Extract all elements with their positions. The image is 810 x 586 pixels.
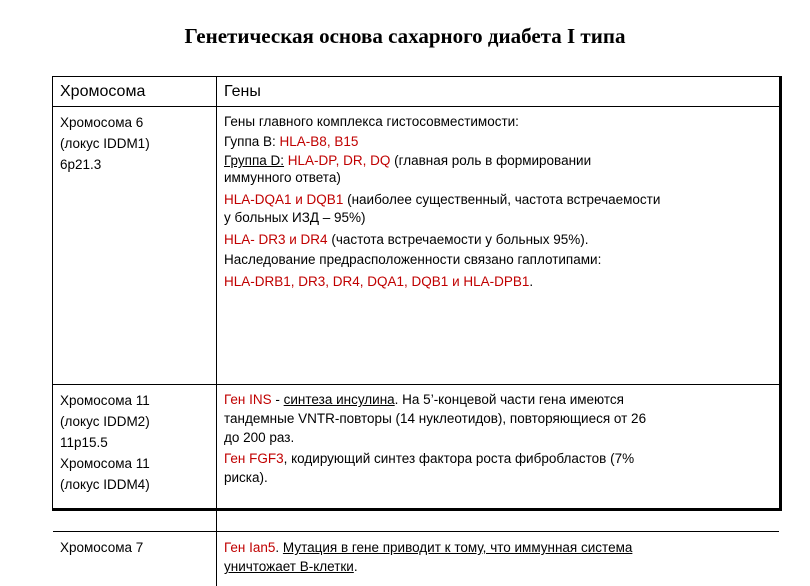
chromosome-line: Хромосома 11	[60, 393, 150, 408]
table-row	[53, 385, 779, 532]
gene-note: (главная роль в формировании	[390, 153, 592, 168]
chromosome-cell: Хромосома 7	[60, 540, 144, 555]
column-divider	[216, 385, 217, 531]
genes-line	[224, 557, 776, 576]
gene-name: HLA-DP, DR, DQ	[284, 153, 391, 168]
column-divider	[216, 107, 217, 384]
group-label: Гуппа B:	[224, 134, 280, 149]
gene-name: HLA-DQA1 и DQB1	[224, 192, 344, 207]
gene-name: Ген FGF3	[224, 451, 284, 466]
gene-name: HLA-B8, B15	[279, 134, 359, 149]
genes-cell	[224, 538, 776, 576]
gene-note: иммунного ответа)	[224, 170, 341, 185]
genes-line: тандемные VNTR-повторы (14 нуклеотидов), повторяющиеся от 26	[224, 411, 647, 426]
gene-note: , кодирующий синтез фактора роста фибробластов (7%	[283, 451, 635, 466]
header-chromosome: Хромосома	[60, 83, 146, 100]
chromosome-line: 11p15.5	[60, 435, 108, 450]
gene-note: .	[275, 540, 283, 555]
gene-note: уничтожает В-клетки	[224, 559, 354, 574]
chromosome-cell	[60, 112, 210, 175]
column-divider	[216, 77, 217, 106]
gene-note: -	[271, 392, 284, 407]
chromosome-line: (локус IDDM2)	[60, 414, 150, 429]
genes-line: до 200 раз.	[224, 430, 295, 445]
genes-line	[224, 390, 776, 409]
genes-line	[224, 152, 776, 169]
chromosome-line: Хромосома 11	[60, 456, 150, 471]
genes-cell	[224, 390, 776, 487]
chromosome-line: (локус IDDM4)	[60, 477, 150, 492]
page-title: Генетическая основа сахарного диабета I типа	[184, 24, 626, 48]
gene-note: Мутация в гене приводит к тому, что иммунная система	[282, 540, 633, 555]
gene-note: (наиболее существенный, частота встречаемости	[343, 192, 661, 207]
genes-line	[224, 272, 776, 292]
gene-note: (частота встречаемости у больных 95%).	[327, 232, 589, 247]
chromosome-line: 6p21.3	[60, 157, 102, 172]
gene-note: синтеза инсулина	[283, 392, 395, 407]
header-genes: Гены	[224, 83, 261, 100]
gene-name: HLA-DRB1, DR3, DR4, DQA1, DQB1 и HLA-DPB1	[224, 274, 530, 289]
genes-line: риска).	[224, 470, 268, 485]
chromosome-cell	[60, 390, 210, 495]
genes-line: у больных ИЗД – 95%)	[224, 210, 366, 225]
group-label: Группа D:	[224, 153, 285, 168]
genes-line	[224, 190, 776, 209]
column-divider	[216, 532, 217, 586]
genes-line: Гены главного комплекса гистосовместимости:	[224, 114, 519, 129]
table-row	[53, 107, 779, 385]
genetics-table	[52, 76, 782, 574]
table-header-row	[53, 77, 779, 107]
gene-note: . На 5’-концевой части гена имеются	[394, 392, 624, 407]
chromosome-line: (локус IDDM1)	[60, 136, 150, 151]
genes-line	[224, 538, 776, 557]
genes-cell	[224, 112, 776, 292]
table-row	[53, 532, 779, 586]
genes-line	[224, 132, 776, 152]
genes-line: Наследование предрасположенности связано гаплотипами:	[224, 252, 602, 267]
gene-name: Ген Ian5	[224, 540, 276, 555]
chromosome-line: Хромосома 6	[60, 115, 144, 130]
genes-line	[224, 230, 776, 250]
gene-note: .	[529, 274, 534, 289]
gene-name: Ген INS	[224, 392, 272, 407]
genes-line	[224, 169, 776, 186]
gene-note: .	[353, 559, 358, 574]
gene-name: HLA- DR3 и DR4	[224, 232, 328, 247]
genes-line	[224, 449, 776, 468]
